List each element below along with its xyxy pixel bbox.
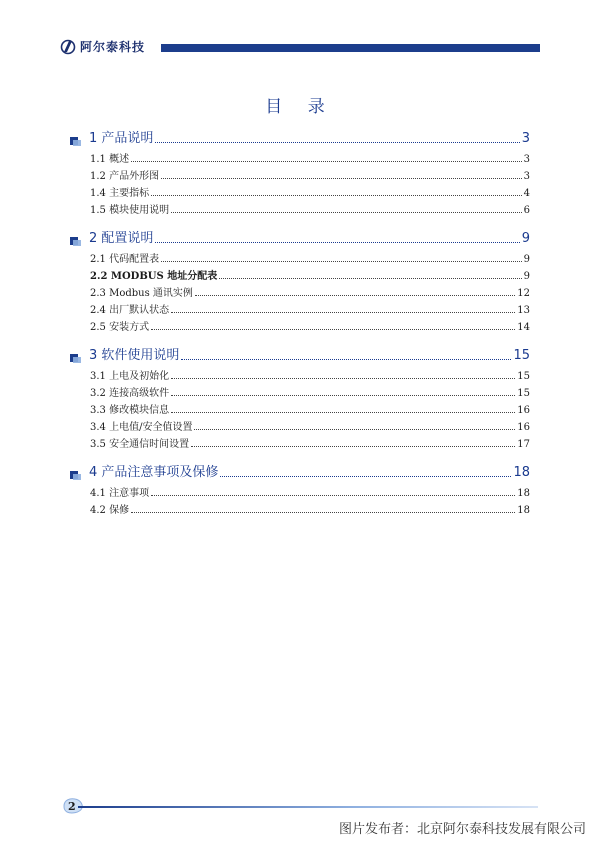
section-bullet-icon: [70, 354, 81, 363]
toc-section-entry[interactable]: [70, 127, 530, 146]
toc-section-entry[interactable]: [70, 344, 530, 363]
toc-leader-dots: [191, 445, 515, 447]
toc-entry-label: 2.3 Modbus 通讯实例: [90, 288, 193, 299]
page-header: [60, 36, 540, 58]
toc-entry-page: 16: [517, 405, 530, 416]
toc-entry-page: 14: [517, 322, 530, 333]
toc-subsection-entry[interactable]: [70, 250, 530, 265]
toc-leader-dots: [131, 160, 522, 162]
toc-entry-label: 1.5 模块使用说明: [90, 205, 170, 216]
toc-subsection-entry[interactable]: [70, 301, 530, 316]
toc-leader-dots: [220, 475, 511, 477]
toc-leader-dots: [171, 211, 522, 213]
toc-subsection-entry[interactable]: [70, 484, 530, 499]
toc-entry-page: 17: [517, 439, 530, 450]
toc-entry-page: 18: [513, 465, 530, 480]
toc-leader-dots: [195, 294, 515, 296]
toc-entry-label: 2.1 代码配置表: [90, 254, 160, 265]
toc-subsection-entry[interactable]: [70, 184, 530, 199]
toc-entry-label: 1.1 概述: [90, 154, 130, 165]
toc-entry-page: 3: [521, 131, 530, 146]
toc-entry-label: 4.2 保修: [90, 505, 130, 516]
toc-entry-page: 18: [517, 505, 530, 516]
toc-entry-page: 15: [517, 388, 530, 399]
toc-entry-page: 15: [517, 371, 530, 382]
toc-leader-dots: [161, 177, 522, 179]
toc-leader-dots: [131, 511, 515, 513]
toc-subsection-entry[interactable]: [70, 201, 530, 216]
toc-entry-page: 12: [517, 288, 530, 299]
toc-subsection-entry[interactable]: [70, 167, 530, 182]
company-logo-icon: [60, 39, 76, 55]
section-bullet-icon: [70, 137, 81, 146]
toc-subsection-entry[interactable]: [70, 367, 530, 382]
toc-entry-page: 4: [523, 188, 530, 199]
toc-entry-page: 9: [521, 231, 530, 246]
toc-entry-label: 4 产品注意事项及保修: [89, 465, 219, 480]
section-bullet-icon: [70, 237, 81, 246]
toc-subsection-entry[interactable]: [70, 284, 530, 299]
toc-section-entry[interactable]: [70, 461, 530, 480]
toc-leader-dots: [219, 277, 521, 279]
toc-entry-page: 3: [523, 171, 530, 182]
toc-entry-page: 13: [517, 305, 530, 316]
toc-entry-page: 18: [517, 488, 530, 499]
section-bullet-icon: [70, 471, 81, 480]
toc-leader-dots: [194, 428, 515, 430]
toc-entry-label: 1 产品说明: [89, 131, 154, 146]
toc-entry-label: 3.2 连接高级软件: [90, 388, 170, 399]
toc-subsection-entry[interactable]: [70, 418, 530, 433]
toc-leader-dots: [151, 194, 522, 196]
toc-leader-dots: [151, 494, 515, 496]
toc-entry-page: 9: [523, 254, 530, 265]
toc-entry-label: 4.1 注意事项: [90, 488, 150, 499]
toc-leader-dots: [171, 411, 515, 413]
toc-subsection-entry[interactable]: [70, 401, 530, 416]
page-number: 2: [68, 800, 76, 813]
toc-entry-label: 2 配置说明: [89, 231, 154, 246]
toc-entry-label: 3.1 上电及初始化: [90, 371, 170, 382]
toc-leader-dots: [171, 311, 515, 313]
toc-entry-label: 1.2 产品外形图: [90, 171, 160, 182]
toc-leader-dots: [181, 358, 511, 360]
publisher-watermark: 图片发布者：北京阿尔泰科技发展有限公司: [338, 822, 586, 837]
toc-entry-label: 2.4 出厂默认状态: [90, 305, 170, 316]
toc-entry-label: 2.5 安装方式: [90, 322, 150, 333]
toc-subsection-entry[interactable]: [70, 318, 530, 333]
toc-leader-dots: [151, 328, 515, 330]
toc-subsection-entry[interactable]: [70, 384, 530, 399]
toc-subsection-entry[interactable]: [70, 267, 530, 282]
toc-entry-label: 3.3 修改模块信息: [90, 405, 170, 416]
toc-title: 目 录: [265, 97, 335, 117]
toc-entry-label: 2.2 MODBUS 地址分配表: [90, 271, 218, 282]
header-bar: [161, 44, 540, 52]
toc-entry-page: 16: [517, 422, 530, 433]
toc-subsection-entry[interactable]: [70, 435, 530, 450]
toc-leader-dots: [155, 141, 519, 143]
company-logo-text: 阿尔泰科技: [80, 40, 146, 54]
toc-leader-dots: [171, 377, 515, 379]
toc-entry-page: 9: [523, 271, 530, 282]
toc-leader-dots: [171, 394, 515, 396]
toc-leader-dots: [155, 241, 519, 243]
toc-entry-page: 6: [523, 205, 530, 216]
toc-entry-page: 15: [513, 348, 530, 363]
footer-line: [78, 806, 538, 808]
toc-leader-dots: [161, 260, 522, 262]
toc-section-entry[interactable]: [70, 227, 530, 246]
toc-subsection-entry[interactable]: [70, 150, 530, 165]
toc-entry-label: 1.4 主要指标: [90, 188, 150, 199]
toc-entry-label: 3.5 安全通信时间设置: [90, 439, 190, 450]
toc-entry-label: 3 软件使用说明: [89, 348, 180, 363]
toc-entry-page: 3: [523, 154, 530, 165]
toc-subsection-entry[interactable]: [70, 501, 530, 516]
toc-entry-label: 3.4 上电值/安全值设置: [90, 422, 193, 433]
